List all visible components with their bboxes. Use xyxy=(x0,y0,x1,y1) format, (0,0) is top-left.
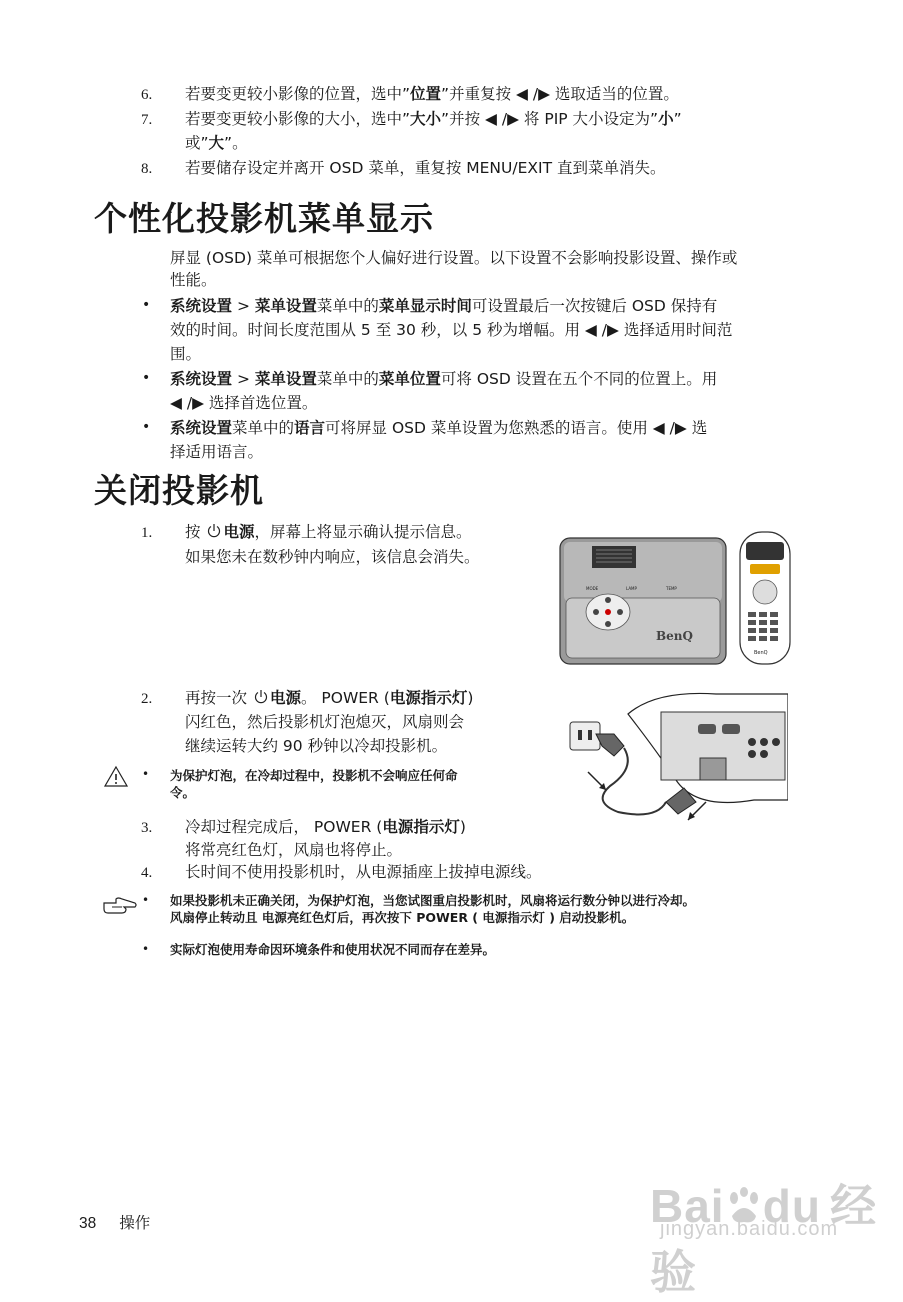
power-icon xyxy=(206,523,222,539)
section-name: 操作 xyxy=(119,1214,151,1232)
shutdown-step-4: 4. 长时间不使用投影机时，从电源插座上拔掉电源线。 xyxy=(141,863,542,881)
baidu-jingyan-watermark: Bai du 经验 xyxy=(650,1180,878,1298)
shutdown-step-3: 3. 冷却过程完成后， POWER (电源指示灯) xyxy=(141,818,466,836)
bullet-dot: • xyxy=(142,767,150,781)
bullet-menu-display-time-line3: 围。 xyxy=(170,345,202,363)
shutdown-step-2-line3: 继续运转大约 90 秒钟以冷却投影机。 xyxy=(185,737,448,755)
step-7: 7. 若要变更较小影像的大小，选中”大小”并按 ◀ /▶ 将 PIP 大小设定为”小” xyxy=(141,110,682,128)
warning-text-line1: 为保护灯泡，在冷却过程中，投影机不会响应任何命 xyxy=(170,768,458,783)
note-text-line1: 如果投影机未正确关闭，为保护灯泡，当您试图重启投影机时，风扇将运行数分钟以进行冷却。 xyxy=(170,893,696,908)
bullet-dot: • xyxy=(142,942,150,956)
bullet-dot: • xyxy=(142,893,150,907)
bullet-language: 系统设置菜单中的语言可将屏显 OSD 菜单设置为您熟悉的语言。使用 ◀ /▶ 选 xyxy=(170,419,708,437)
page-number: 38 xyxy=(79,1215,97,1232)
shutdown-step-3-line2: 将常亮红色灯，风扇也将停止。 xyxy=(185,841,403,859)
svg-text:BenQ: BenQ xyxy=(656,629,693,643)
bullet-menu-position-line2: ◀ /▶ 选择首选位置。 xyxy=(170,394,318,412)
pointing-hand-icon xyxy=(102,895,138,921)
note-text-line2: 风扇停止转动且 电源亮红色灯后，再次按下 POWER ( 电源指示灯 ) 启动投影机。 xyxy=(170,910,635,925)
step-6: 6. 若要变更较小影像的位置，选中”位置”并重复按 ◀ /▶ 选取适当的位置。 xyxy=(141,85,679,103)
bullet-menu-display-time: 系统设置 > 菜单设置菜单中的菜单显示时间可设置最后一次按键后 OSD 保持有 xyxy=(170,297,718,315)
bullet-menu-position: 系统设置 > 菜单设置菜单中的菜单位置可将 OSD 设置在五个不同的位置上。用 xyxy=(170,370,718,388)
bullet-menu-display-time-line2: 效的时间。时间长度范围从 5 至 30 秒，以 5 秒为增幅。用 ◀ /▶ 选择适用时间范 xyxy=(170,321,733,339)
shutdown-step-2-line2: 闪红色，然后投影机灯泡熄灭，风扇则会 xyxy=(185,713,465,731)
svg-text:LAMP: LAMP xyxy=(626,586,637,591)
shutdown-step-1: 1. 按 电源，屏幕上将显示确认提示信息。 xyxy=(141,523,472,541)
shutdown-step-1-line2: 如果您未在数秒钟内响应，该信息会消失。 xyxy=(185,548,480,566)
page-footer xyxy=(79,1211,150,1233)
warning-icon xyxy=(103,765,129,793)
svg-text:BenQ: BenQ xyxy=(754,650,768,656)
bullet-dot: • xyxy=(142,297,151,313)
bullet-dot: • xyxy=(142,419,151,435)
power-cord-figure xyxy=(566,690,788,830)
svg-text:MODE: MODE xyxy=(586,586,599,591)
bullet-language-line2: 择适用语言。 xyxy=(170,443,264,461)
power-icon xyxy=(253,689,269,705)
section1-intro-line2: 性能。 xyxy=(170,271,217,289)
section-title-personalize-menu: 个性化投影机菜单显示 xyxy=(94,199,434,238)
projector-illustration xyxy=(556,528,796,668)
step-7-continued: 或”大”。 xyxy=(185,134,248,152)
bullet-dot: • xyxy=(142,370,151,386)
note-lamp-life: 实际灯泡使用寿命因环境条件和使用状况不同而存在差异。 xyxy=(170,942,496,957)
unplug-cord-illustration xyxy=(566,690,788,830)
warning-text-line2: 令。 xyxy=(170,785,196,800)
shutdown-step-2: 2. 再按一次 电源。 POWER (电源指示灯) xyxy=(141,689,474,707)
projector-and-remote-figure xyxy=(556,528,796,668)
step-8: 8. 若要储存设定并离开 OSD 菜单，重复按 MENU/EXIT 直到菜单消失。 xyxy=(141,159,666,177)
section-title-shutdown: 关闭投影机 xyxy=(94,471,264,510)
section1-intro-line1: 屏显 (OSD) 菜单可根据您个人偏好进行设置。以下设置不会影响投影设置、操作或 xyxy=(170,249,738,267)
watermark-url: jingyan.baidu.com xyxy=(660,1218,839,1240)
svg-text:TEMP: TEMP xyxy=(666,586,677,591)
